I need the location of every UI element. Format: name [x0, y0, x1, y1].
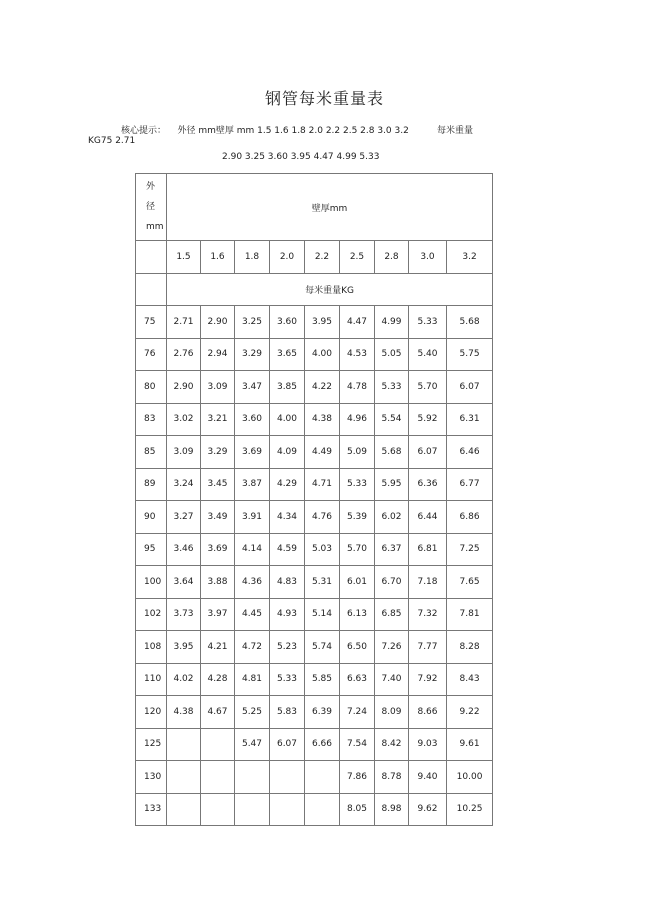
table-row — [136, 338, 493, 371]
weight-cell: 3.95 — [305, 306, 340, 339]
weight-cell — [270, 793, 305, 826]
weight-cell: 2.94 — [201, 338, 235, 371]
weight-header: 每米重量KG — [167, 273, 493, 306]
weight-cell: 3.97 — [201, 598, 235, 631]
weight-cell: 5.92 — [409, 403, 447, 436]
weight-cell — [201, 761, 235, 794]
weight-cell: 8.66 — [409, 696, 447, 729]
outer-diameter-cell: 102 — [136, 598, 167, 631]
weight-cell — [270, 761, 305, 794]
weight-cell: 10.25 — [447, 793, 493, 826]
weight-cell: 4.02 — [167, 663, 201, 696]
weight-cell: 5.03 — [305, 533, 340, 566]
weight-cell: 4.21 — [201, 631, 235, 664]
weight-cell: 3.60 — [270, 306, 305, 339]
table-row — [136, 663, 493, 696]
weight-cell — [305, 761, 340, 794]
outer-diameter-cell: 95 — [136, 533, 167, 566]
weight-cell: 5.68 — [447, 306, 493, 339]
outer-diameter-cell: 110 — [136, 663, 167, 696]
weight-cell: 5.39 — [340, 501, 375, 534]
weight-cell: 8.05 — [340, 793, 375, 826]
weight-cell: 7.54 — [340, 728, 375, 761]
header-row-wall — [136, 174, 493, 241]
weight-cell: 7.40 — [375, 663, 409, 696]
hint-weight-label: 每米重量 — [437, 126, 474, 136]
weight-cell: 3.95 — [167, 631, 201, 664]
weight-cell: 3.09 — [167, 436, 201, 469]
weight-cell: 4.76 — [305, 501, 340, 534]
weight-cell — [201, 728, 235, 761]
weight-cell: 7.81 — [447, 598, 493, 631]
weight-cell: 5.54 — [375, 403, 409, 436]
weight-cell: 4.38 — [167, 696, 201, 729]
od-header-char: 径 — [146, 202, 156, 212]
weight-cell: 3.49 — [201, 501, 235, 534]
weight-cell: 2.90 — [201, 306, 235, 339]
table-row — [136, 306, 493, 339]
weight-cell: 6.01 — [340, 566, 375, 599]
weight-cell: 3.21 — [201, 403, 235, 436]
weight-cell — [167, 793, 201, 826]
hint-line-1 — [121, 123, 409, 136]
weight-cell: 5.23 — [270, 631, 305, 664]
weight-cell: 5.70 — [409, 371, 447, 404]
weight-cell: 3.09 — [201, 371, 235, 404]
table-row — [136, 761, 493, 794]
weight-cell: 4.28 — [201, 663, 235, 696]
weight-cell: 6.81 — [409, 533, 447, 566]
weight-cell: 6.50 — [340, 631, 375, 664]
weight-cell: 4.36 — [235, 566, 270, 599]
weight-cell: 3.69 — [235, 436, 270, 469]
weight-cell: 5.05 — [375, 338, 409, 371]
table-row — [136, 533, 493, 566]
weight-cell: 7.18 — [409, 566, 447, 599]
weight-cell: 4.67 — [201, 696, 235, 729]
weight-cell: 6.85 — [375, 598, 409, 631]
wall-value-cell: 3.2 — [447, 241, 493, 274]
weight-cell: 8.42 — [375, 728, 409, 761]
weight-cell: 4.47 — [340, 306, 375, 339]
weight-cell: 5.33 — [409, 306, 447, 339]
outer-diameter-cell: 83 — [136, 403, 167, 436]
wall-value-cell: 2.2 — [305, 241, 340, 274]
weight-cell: 9.03 — [409, 728, 447, 761]
weight-header-row — [136, 273, 493, 306]
weight-cell: 2.71 — [167, 306, 201, 339]
weight-cell: 3.24 — [167, 468, 201, 501]
weight-cell: 6.02 — [375, 501, 409, 534]
weight-cell: 9.62 — [409, 793, 447, 826]
weight-cell: 5.68 — [375, 436, 409, 469]
weight-cell: 5.47 — [235, 728, 270, 761]
weight-cell: 9.22 — [447, 696, 493, 729]
weight-cell: 6.39 — [305, 696, 340, 729]
weight-cell: 4.34 — [270, 501, 305, 534]
weight-cell: 4.78 — [340, 371, 375, 404]
outer-diameter-cell: 76 — [136, 338, 167, 371]
weight-cell: 4.53 — [340, 338, 375, 371]
outer-diameter-cell: 130 — [136, 761, 167, 794]
weight-cell: 4.96 — [340, 403, 375, 436]
weight-cell: 5.83 — [270, 696, 305, 729]
wall-thickness-header: 壁厚mm — [167, 174, 493, 241]
hint-line-3: 2.90 3.25 3.60 3.95 4.47 4.99 5.33 — [222, 152, 380, 162]
weight-cell: 7.32 — [409, 598, 447, 631]
weight-cell: 4.49 — [305, 436, 340, 469]
outer-diameter-cell: 90 — [136, 501, 167, 534]
weight-cell: 3.27 — [167, 501, 201, 534]
wall-value-cell: 2.8 — [375, 241, 409, 274]
outer-diameter-cell: 85 — [136, 436, 167, 469]
weight-cell: 3.46 — [167, 533, 201, 566]
weight-cell: 5.40 — [409, 338, 447, 371]
weight-cell: 6.07 — [270, 728, 305, 761]
wall-value-cell: 1.5 — [167, 241, 201, 274]
empty-cell — [136, 273, 167, 306]
weight-cell: 6.77 — [447, 468, 493, 501]
weight-cell: 3.85 — [270, 371, 305, 404]
table-row — [136, 468, 493, 501]
weight-cell — [305, 793, 340, 826]
weight-cell: 4.14 — [235, 533, 270, 566]
table-row — [136, 566, 493, 599]
weight-cell: 5.75 — [447, 338, 493, 371]
weight-cell: 3.69 — [201, 533, 235, 566]
weight-cell: 3.73 — [167, 598, 201, 631]
weight-cell: 3.29 — [235, 338, 270, 371]
weight-cell: 9.40 — [409, 761, 447, 794]
weight-cell: 7.86 — [340, 761, 375, 794]
outer-diameter-cell: 108 — [136, 631, 167, 664]
weight-cell — [235, 761, 270, 794]
weight-cell: 6.63 — [340, 663, 375, 696]
weight-cell: 7.92 — [409, 663, 447, 696]
weight-cell: 3.91 — [235, 501, 270, 534]
weight-cell: 7.26 — [375, 631, 409, 664]
weight-cell: 5.33 — [375, 371, 409, 404]
steel-pipe-weight-table — [135, 173, 493, 826]
weight-cell: 7.25 — [447, 533, 493, 566]
weight-cell: 8.28 — [447, 631, 493, 664]
weight-cell: 8.98 — [375, 793, 409, 826]
weight-cell: 8.43 — [447, 663, 493, 696]
outer-diameter-cell: 80 — [136, 371, 167, 404]
weight-cell — [167, 761, 201, 794]
outer-diameter-cell: 75 — [136, 306, 167, 339]
weight-cell: 3.47 — [235, 371, 270, 404]
weight-cell: 6.07 — [409, 436, 447, 469]
weight-cell: 5.74 — [305, 631, 340, 664]
weight-cell: 10.00 — [447, 761, 493, 794]
weight-cell: 6.66 — [305, 728, 340, 761]
weight-cell — [167, 728, 201, 761]
weight-cell: 6.70 — [375, 566, 409, 599]
weight-cell: 6.31 — [447, 403, 493, 436]
weight-cell: 4.93 — [270, 598, 305, 631]
weight-cell: 3.60 — [235, 403, 270, 436]
table-row — [136, 728, 493, 761]
weight-cell: 5.70 — [340, 533, 375, 566]
weight-cell — [201, 793, 235, 826]
weight-cell: 4.22 — [305, 371, 340, 404]
weight-cell: 6.44 — [409, 501, 447, 534]
weight-cell: 4.99 — [375, 306, 409, 339]
table-row — [136, 598, 493, 631]
weight-cell: 4.09 — [270, 436, 305, 469]
weight-cell: 3.25 — [235, 306, 270, 339]
weight-cell: 5.09 — [340, 436, 375, 469]
weight-cell: 6.86 — [447, 501, 493, 534]
weight-cell: 5.25 — [235, 696, 270, 729]
od-header-cell — [136, 174, 167, 241]
weight-cell: 3.45 — [201, 468, 235, 501]
weight-cell: 2.76 — [167, 338, 201, 371]
weight-cell — [235, 793, 270, 826]
weight-cell: 4.00 — [270, 403, 305, 436]
hint-line-2: KG75 2.71 — [88, 136, 136, 146]
table-row — [136, 631, 493, 664]
weight-cell: 6.37 — [375, 533, 409, 566]
weight-cell: 3.64 — [167, 566, 201, 599]
weight-cell: 3.87 — [235, 468, 270, 501]
weight-cell: 2.90 — [167, 371, 201, 404]
outer-diameter-cell: 125 — [136, 728, 167, 761]
wall-value-cell: 3.0 — [409, 241, 447, 274]
weight-cell: 4.71 — [305, 468, 340, 501]
od-header-char: mm — [146, 222, 164, 232]
wall-value-cell: 1.8 — [235, 241, 270, 274]
od-header-char: 外 — [146, 182, 156, 192]
weight-cell: 4.45 — [235, 598, 270, 631]
weight-cell: 4.72 — [235, 631, 270, 664]
weight-cell: 7.77 — [409, 631, 447, 664]
weight-cell: 5.31 — [305, 566, 340, 599]
weight-cell: 4.00 — [305, 338, 340, 371]
weight-cell: 5.33 — [270, 663, 305, 696]
weight-cell: 3.02 — [167, 403, 201, 436]
weight-cell: 6.36 — [409, 468, 447, 501]
table-row — [136, 403, 493, 436]
weight-cell: 7.24 — [340, 696, 375, 729]
hint-label: 核心提示： — [121, 126, 167, 136]
table-row — [136, 696, 493, 729]
wall-value-cell: 1.6 — [201, 241, 235, 274]
table-row — [136, 436, 493, 469]
weight-cell: 6.07 — [447, 371, 493, 404]
weight-cell: 3.29 — [201, 436, 235, 469]
weight-cell: 9.61 — [447, 728, 493, 761]
weight-cell: 8.78 — [375, 761, 409, 794]
hint-text-1: 外径 mm壁厚 mm 1.5 1.6 1.8 2.0 2.2 2.5 2.8 3.0 3.2 — [177, 126, 409, 136]
outer-diameter-cell: 100 — [136, 566, 167, 599]
weight-cell: 6.46 — [447, 436, 493, 469]
outer-diameter-cell: 133 — [136, 793, 167, 826]
weight-cell: 7.65 — [447, 566, 493, 599]
table-row — [136, 371, 493, 404]
wall-value-cell: 2.0 — [270, 241, 305, 274]
wall-values-row — [136, 241, 493, 274]
weight-cell: 5.14 — [305, 598, 340, 631]
weight-cell: 3.65 — [270, 338, 305, 371]
weight-cell: 4.59 — [270, 533, 305, 566]
weight-cell: 3.88 — [201, 566, 235, 599]
page-title: 钢管每米重量表 — [264, 89, 384, 108]
outer-diameter-cell: 120 — [136, 696, 167, 729]
weight-cell: 8.09 — [375, 696, 409, 729]
weight-cell: 4.81 — [235, 663, 270, 696]
outer-diameter-cell: 89 — [136, 468, 167, 501]
weight-cell: 4.83 — [270, 566, 305, 599]
weight-cell: 4.38 — [305, 403, 340, 436]
weight-cell: 5.85 — [305, 663, 340, 696]
empty-cell — [136, 241, 167, 274]
weight-cell: 5.95 — [375, 468, 409, 501]
weight-cell: 6.13 — [340, 598, 375, 631]
weight-cell: 4.29 — [270, 468, 305, 501]
table-row — [136, 793, 493, 826]
wall-value-cell: 2.5 — [340, 241, 375, 274]
weight-cell: 5.33 — [340, 468, 375, 501]
table-row — [136, 501, 493, 534]
